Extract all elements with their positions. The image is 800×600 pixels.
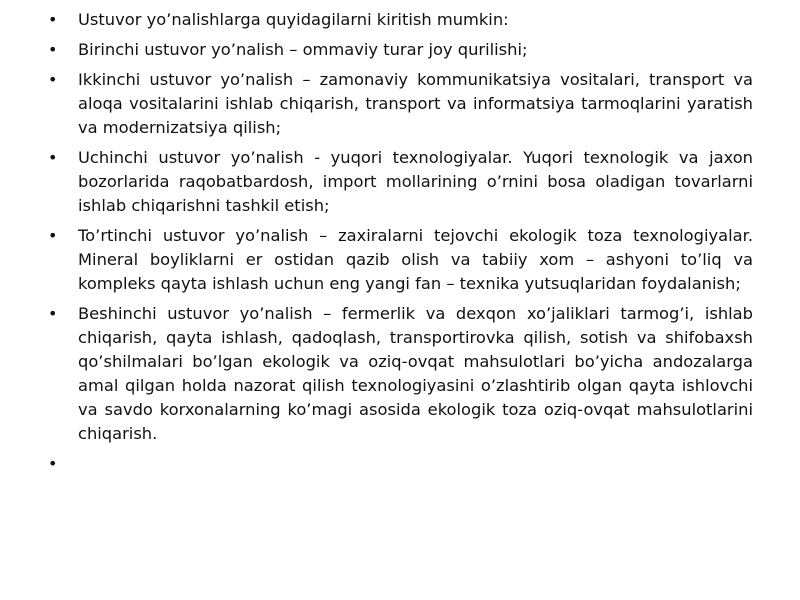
list-item <box>48 8 753 32</box>
list-item <box>48 224 753 296</box>
list-item-text: Ikkinchi ustuvor yo’nalish – zamonaviy kommunikatsiya vositalari, transport va aloqa vositalarini ishlab chiqarish, transport va informatsiya tarmoqlarini yaratish va modernizatsiya qilish; <box>78 70 753 137</box>
bullet-icon: • <box>48 304 58 323</box>
bullet-icon: • <box>48 454 58 473</box>
list-item <box>48 146 753 218</box>
list-item-text: Ustuvor yo’nalishlarga quyidagilarni kiritish mumkin: <box>78 10 509 29</box>
bullet-list <box>48 8 753 482</box>
bullet-icon: • <box>48 70 58 89</box>
bullet-icon: • <box>48 40 58 59</box>
bullet-icon: • <box>48 10 58 29</box>
list-item <box>48 38 753 62</box>
list-item <box>48 68 753 140</box>
list-item-text: Birinchi ustuvor yo’nalish – ommaviy turar joy qurilishi; <box>78 40 528 59</box>
bullet-icon: • <box>48 148 58 167</box>
list-item-text: To’rtinchi ustuvor yo’nalish – zaxiralarni tejovchi ekologik toza texnologiyalar. Mineral boyliklarni er ostidan qazib olish va tabiiy xom – ashyoni to’liq va kompleks qayta ishlash uchun eng yangi fan – texnika yutsuqlaridan foydalanish; <box>78 226 753 293</box>
list-item <box>48 302 753 446</box>
bullet-icon: • <box>48 226 58 245</box>
list-item-empty <box>48 452 753 476</box>
list-item-text: Uchinchi ustuvor yo’nalish - yuqori texnologiyalar. Yuqori texnologik va jaxon bozorlarida raqobatbardosh, import mollarining o’rnini bosa oladigan tovarlarni ishlab chiqarishni tashkil etish; <box>78 148 753 215</box>
list-item-text: Beshinchi ustuvor yo’nalish – fermerlik va dexqon xo’jaliklari tarmog’i, ishlab chiqarish, qayta ishlash, qadoqlash, transportirovka qilish, sotish va shifobaxsh qo’shilmalari bo’lgan ekologik va oziq-ovqat mahsulotlari bo’yicha andozalarga amal qilgan holda nazorat qilish texnologiyasini o’zlashtirib olgan qayta ishlovchi va savdo korxonalarning ko’magi asosida ekologik toza oziq-ovqat mahsulotlarini chiqarish. <box>78 304 753 443</box>
